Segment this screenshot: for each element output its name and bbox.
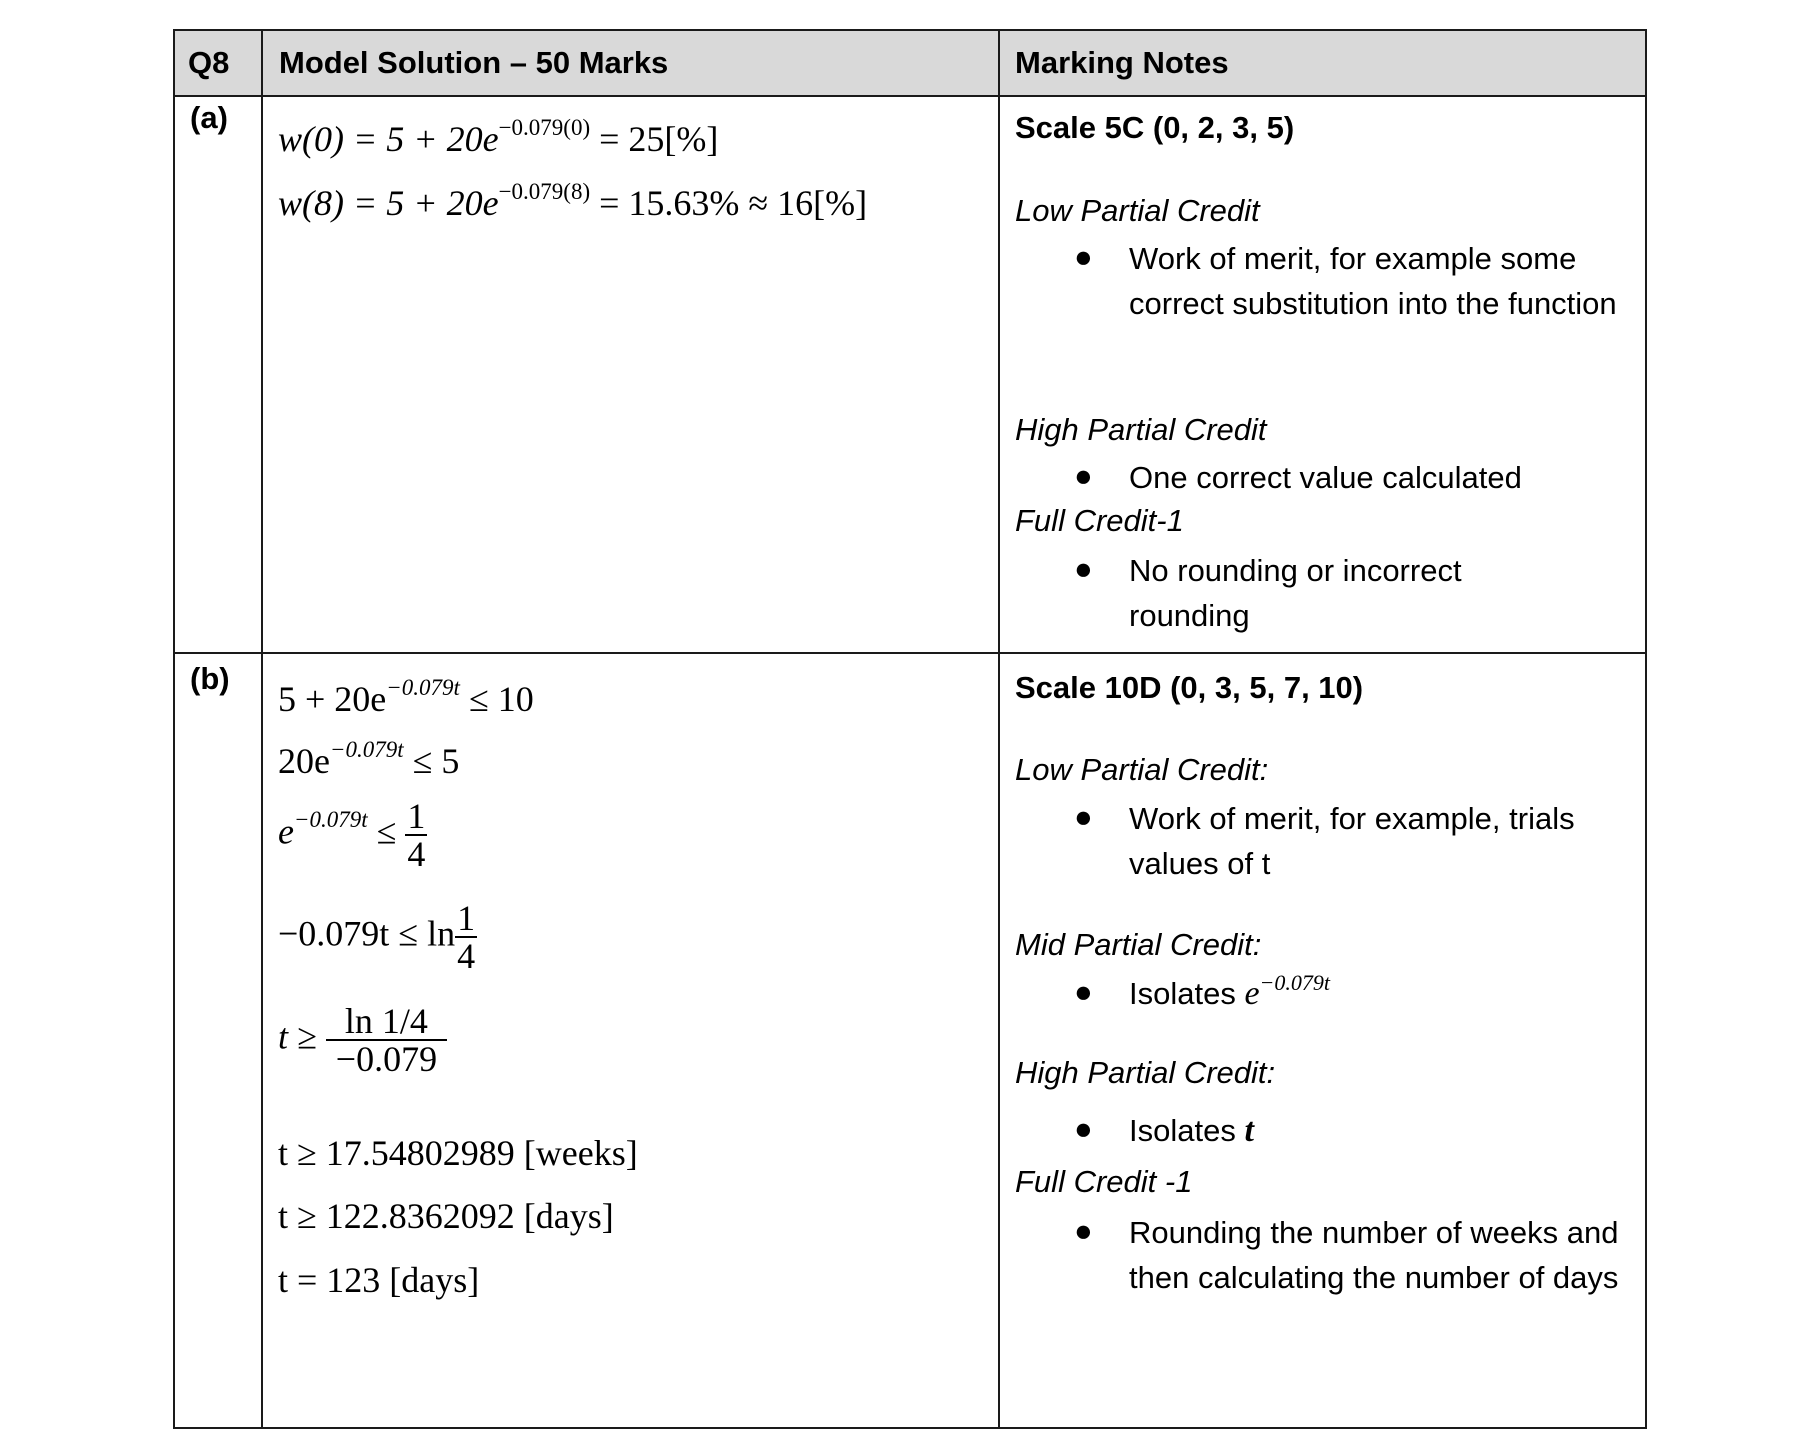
solution-b-line-2: [278, 737, 460, 782]
table-header-row: [175, 31, 1645, 97]
math-rhs: ≤ 5: [403, 741, 460, 781]
bullet-icon: ●: [1074, 551, 1093, 586]
note-bullet-text: One correct value calculated: [1129, 460, 1522, 495]
part-a-label: (a): [190, 100, 228, 135]
note-bullet-text: Rounding the number of weeks and then calculating the number of days: [1129, 1215, 1619, 1295]
note-bullet-text: No rounding or incorrect rounding: [1129, 553, 1462, 633]
bullet-icon: ●: [1074, 799, 1093, 834]
math-text: t ≥: [278, 1016, 326, 1057]
math-text: 20e: [278, 741, 330, 781]
solution-a-line-2: [278, 179, 868, 224]
header-model-solution: Model Solution – 50 Marks: [279, 45, 669, 80]
bullet-icon: ●: [1074, 1213, 1093, 1248]
solution-b-line-1: [278, 675, 534, 720]
note-bullet-text: Isolates $e^{-0.079t}$: [1129, 970, 1331, 1012]
fraction: [405, 798, 427, 872]
bullet-icon: ●: [1074, 239, 1093, 274]
solution-b-line-6: t ≥ 17.54802989 [weeks]: [278, 1133, 638, 1173]
math-text: e: [278, 811, 294, 852]
math-rhs: = 15.63% ≈ 16[%]: [590, 183, 868, 223]
solution-b-line-8: t = 123 [days]: [278, 1260, 480, 1300]
solution-b-line-7: t ≥ 122.8362092 [days]: [278, 1196, 614, 1236]
math-exponent: −0.079(8): [498, 179, 591, 204]
math-text: −0.079t ≤ ln: [278, 913, 456, 954]
row-divider: [175, 652, 1645, 654]
scale-b: Scale 10D (0, 3, 5, 7, 10): [1015, 670, 1364, 705]
math-exponent: −0.079t: [386, 675, 460, 700]
math-lhs: w(8) = 5 + 20e: [278, 183, 499, 223]
header-question: Q8: [188, 45, 230, 80]
math-text: 5 + 20e: [278, 679, 387, 719]
solution-a-line-1: [278, 115, 719, 160]
frac-numerator: 1: [457, 898, 476, 938]
math-exponent: −0.079t: [329, 737, 404, 762]
note-heading: Low Partial Credit: [1015, 193, 1260, 228]
header-marking-notes: Marking Notes: [1015, 45, 1229, 80]
scale-a: Scale 5C (0, 2, 3, 5): [1015, 110, 1295, 145]
note-heading: High Partial Credit:: [1015, 1055, 1276, 1090]
math-lhs: w(0) = 5 + 20e: [278, 119, 499, 159]
frac-denominator: 4: [407, 834, 426, 874]
frac-denominator: 4: [457, 936, 476, 976]
bullet-icon: ●: [1074, 1111, 1093, 1146]
fraction: [326, 1003, 447, 1077]
part-b-label: (b): [190, 661, 230, 696]
math-rhs: = 25[%]: [590, 119, 719, 159]
fraction: [455, 900, 477, 974]
note-heading: Mid Partial Credit:: [1015, 927, 1262, 962]
math-rhs: ≤ 10: [459, 679, 534, 719]
solution-b-line-5: [278, 1003, 447, 1077]
math-rhs: ≤: [367, 811, 406, 852]
note-bullet-text: Work of merit, for example, trials values of t: [1129, 801, 1575, 881]
math-exponent: −0.079t: [293, 807, 368, 833]
column-divider: [261, 31, 263, 1427]
solution-b-line-3: [278, 798, 427, 872]
bullet-icon: ●: [1074, 458, 1093, 493]
note-bullet-text: Work of merit, for example some correct substitution into the function: [1129, 241, 1617, 321]
solution-b-line-4: [278, 900, 477, 974]
frac-numerator: 1: [407, 796, 426, 836]
note-heading: High Partial Credit: [1015, 412, 1267, 447]
column-divider: [998, 31, 1000, 1427]
note-heading: Full Credit-1: [1015, 503, 1184, 538]
bullet-icon: ●: [1074, 974, 1093, 1009]
note-bullet-text: Isolates t: [1129, 1112, 1254, 1149]
frac-numerator: ln 1/4: [344, 1001, 428, 1041]
math-exponent: −0.079(0): [498, 115, 591, 140]
note-heading: Low Partial Credit:: [1015, 752, 1269, 787]
note-heading: Full Credit -1: [1015, 1164, 1193, 1199]
frac-denominator: −0.079: [326, 1039, 447, 1077]
